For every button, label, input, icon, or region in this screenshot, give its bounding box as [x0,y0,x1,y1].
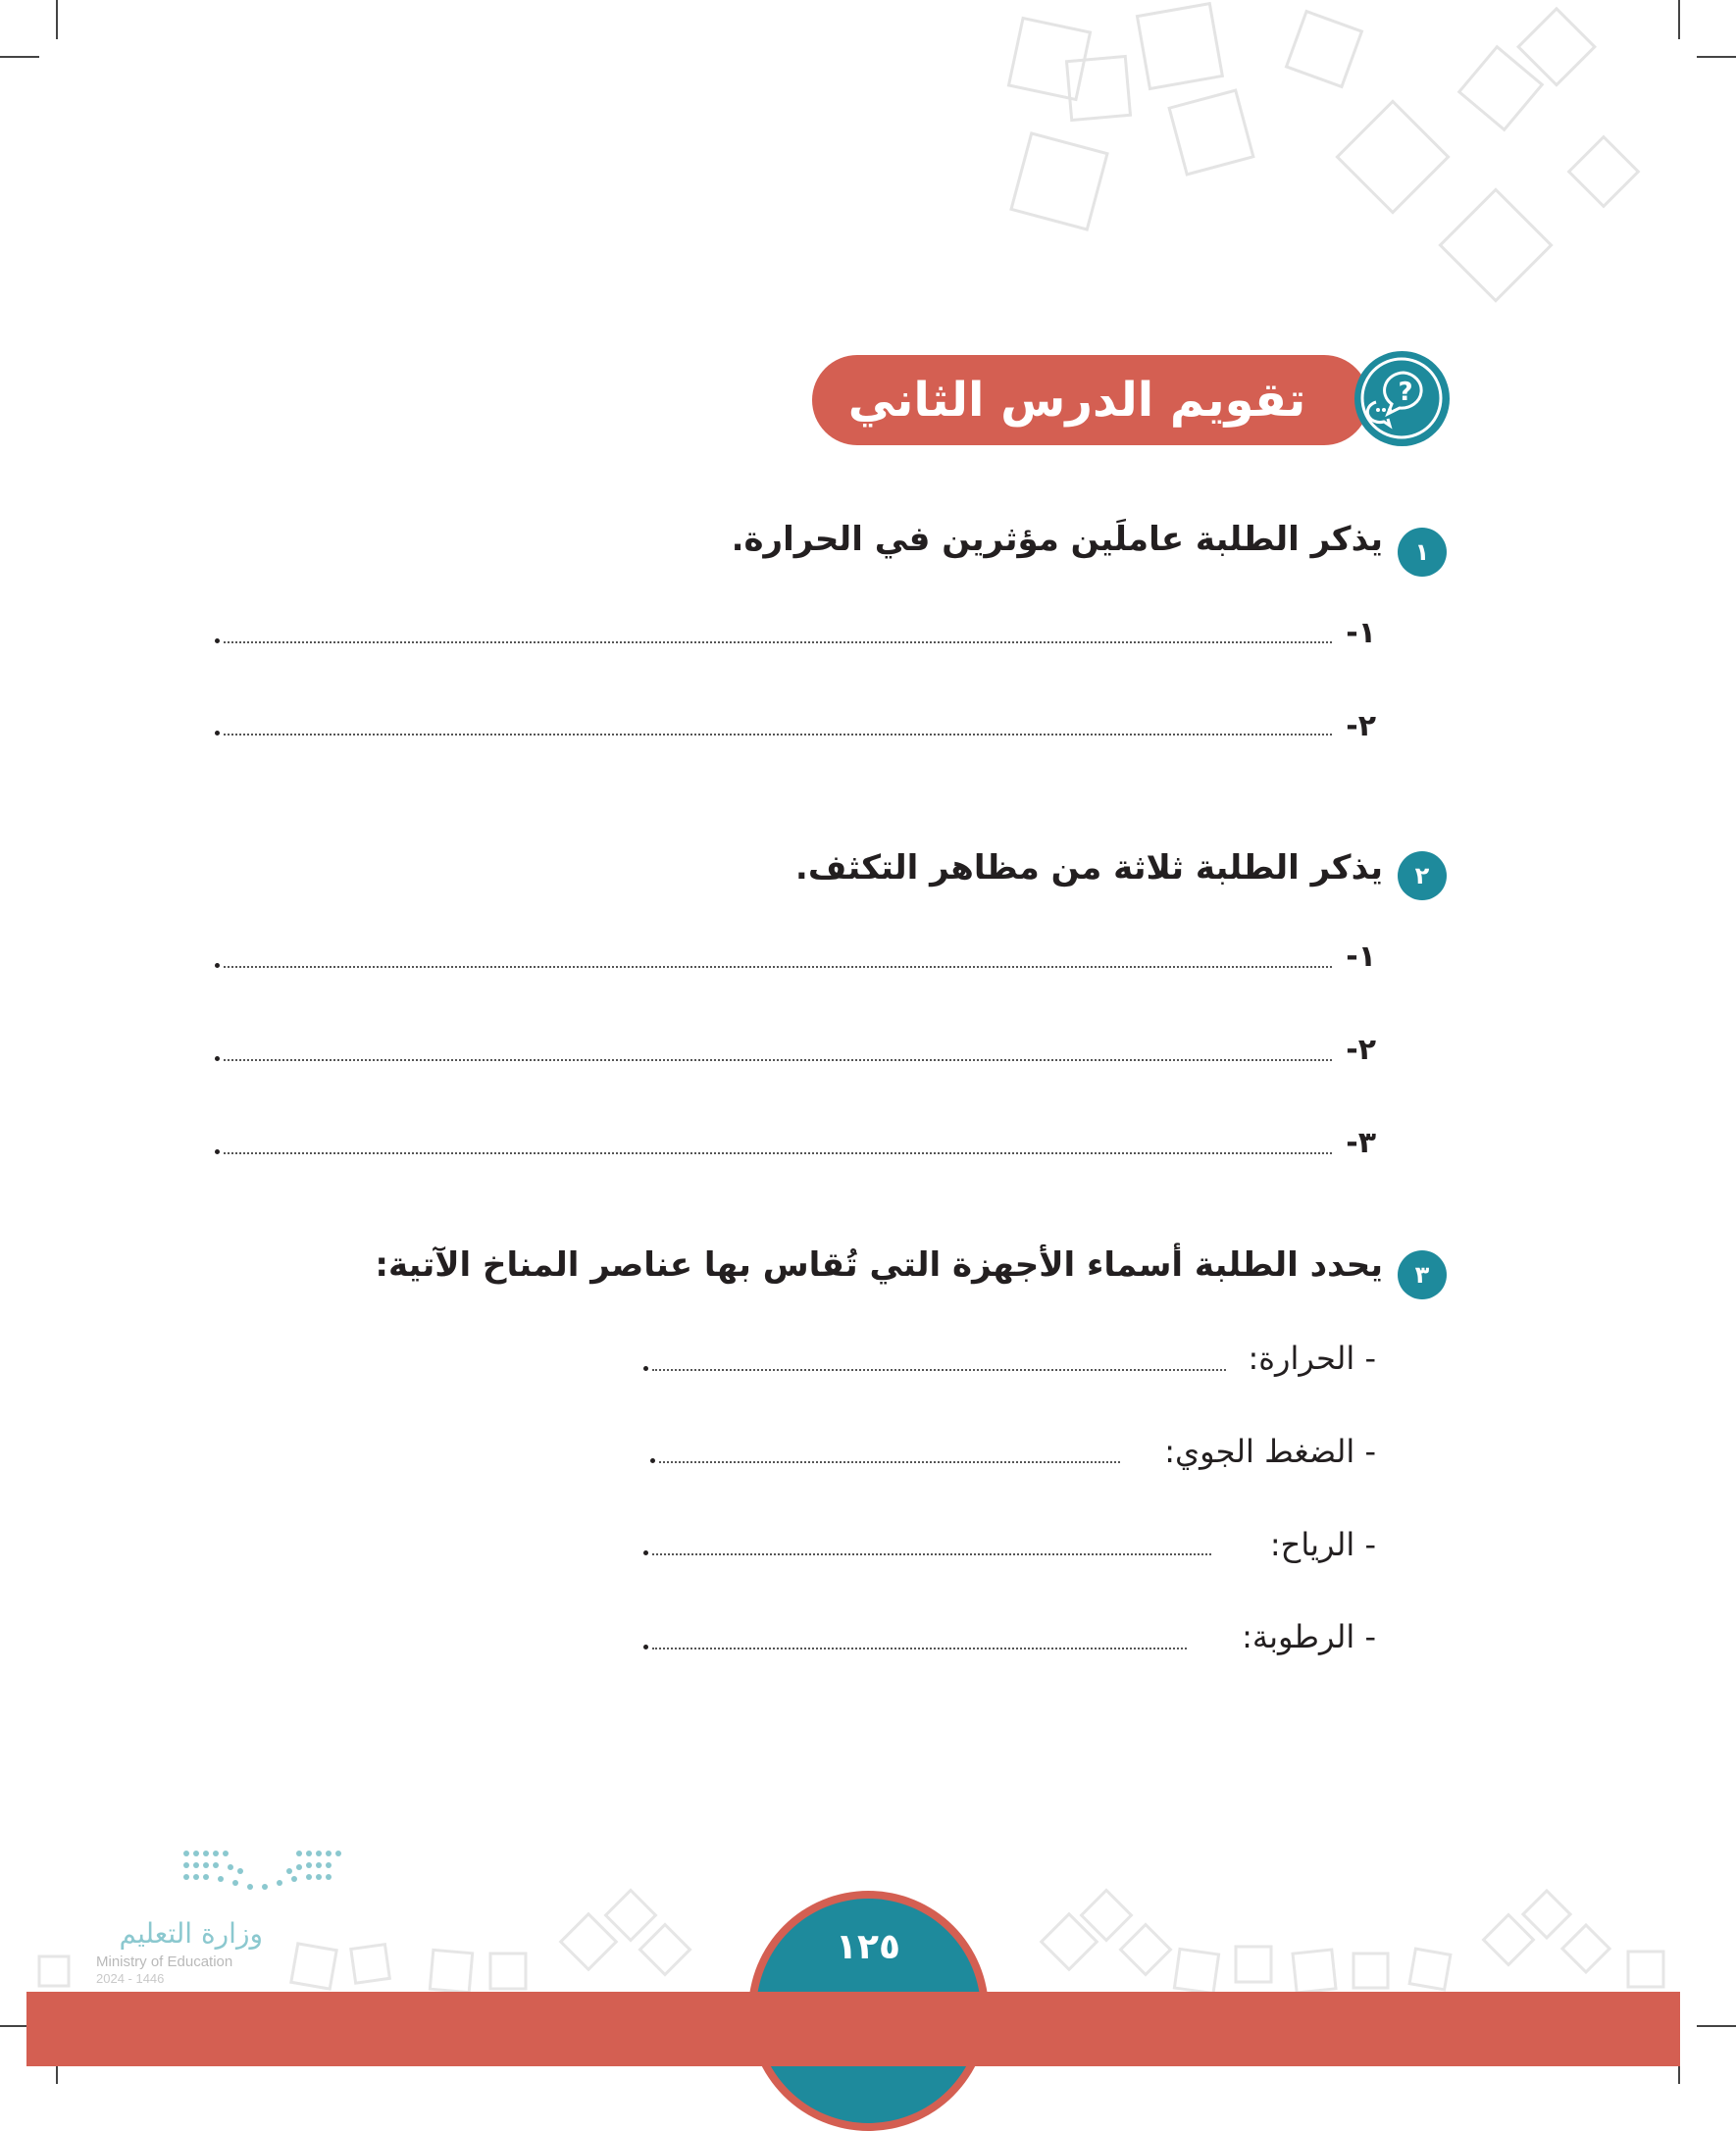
answer-line-label: ٢- [1346,1033,1376,1067]
answer-line-label: ٢- [1346,709,1376,743]
ministry-date: 2024 - 1446 [96,1971,165,1986]
crop-mark [1697,2025,1736,2027]
question-text: يذكر الطلبة ثلاثة من مظاهر التكثف. [794,848,1383,888]
end-period [215,1149,220,1154]
answer-line[interactable] [224,641,1332,643]
answer-line[interactable] [224,966,1332,968]
question-speech-bubbles-icon [1354,351,1450,446]
footer-band [26,1992,1680,2066]
end-period [215,731,220,736]
answer-line-label: ١- [1346,939,1376,974]
question-number-badge: ٢ [1398,851,1447,900]
instrument-label: - الرياح: [1269,1526,1376,1563]
answer-line[interactable] [224,1059,1332,1061]
answer-line[interactable] [224,734,1332,736]
end-period [215,963,220,968]
instrument-label: - الرطوبة: [1242,1618,1376,1655]
end-period [215,1056,220,1061]
answer-line[interactable] [659,1461,1120,1463]
svg-text:?: ? [1398,378,1413,407]
end-period [643,1366,648,1371]
instrument-label: - الضغط الجوي: [1164,1433,1376,1470]
question-number-badge: ٣ [1398,1250,1447,1299]
question-text: يذكر الطلبة عاملَين مؤثرين في الحرارة. [731,520,1383,559]
page-number: ١٢٥ [836,1927,900,1967]
end-period [215,638,220,643]
answer-line-label: ١- [1346,616,1376,650]
answer-line[interactable] [224,1152,1332,1154]
end-period [643,1550,648,1555]
end-period [643,1645,648,1649]
ministry-logo-dots [177,1844,353,1903]
end-period [650,1458,655,1463]
ministry-name-arabic: وزارة التعليم [119,1917,263,1950]
answer-line[interactable] [652,1369,1226,1371]
decorative-pattern [0,0,1736,392]
instrument-label: - الحرارة: [1248,1340,1376,1377]
answer-line-label: ٣- [1346,1126,1376,1160]
answer-line[interactable] [652,1648,1187,1649]
ministry-name-english: Ministry of Education [96,1953,233,1970]
answer-line[interactable] [652,1553,1211,1555]
section-title: تقويم الدرس الثاني عشر [847,373,1306,518]
question-number-badge: ١ [1398,528,1447,577]
question-text: يحدد الطلبة أسماء الأجهزة التي تُقاس بها عناصر المناخ الآتية: [375,1245,1383,1285]
